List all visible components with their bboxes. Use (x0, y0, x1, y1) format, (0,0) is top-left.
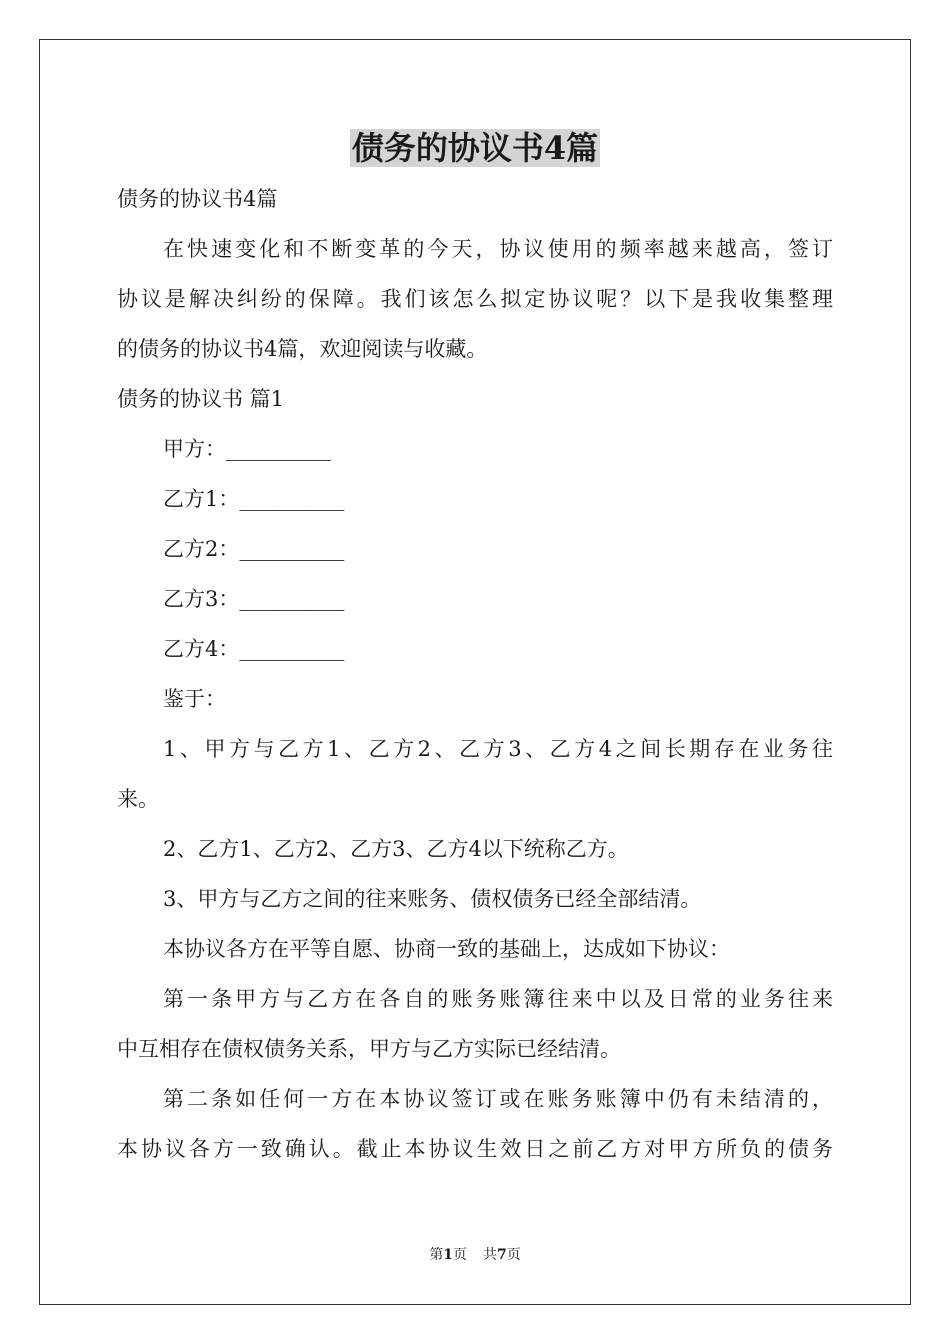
paragraph-line: 1、甲方与乙方1、乙方2、乙方3、乙方4之间长期存在业务往 (163, 737, 833, 761)
paragraph-line: 来。 (117, 787, 159, 811)
page-footer (0, 1245, 950, 1265)
footer-total-suffix: 页 (506, 1247, 521, 1263)
party-b2-field: 乙方2：__________ (163, 537, 345, 561)
footer-total-number: 7 (497, 1247, 507, 1263)
paragraph-line: 2、乙方1、乙方2、乙方3、乙方4以下统称乙方。 (163, 837, 629, 861)
party-b4-field: 乙方4：__________ (163, 637, 345, 661)
article-1-line: 第一条甲方与乙方在各自的账务账簿往来中以及日常的业务往来 (163, 987, 833, 1011)
paragraph-line: 3、甲方与乙方之间的往来账务、债权债务已经全部结清。 (163, 887, 702, 911)
article-2-line: 第二条如任何一方在本协议签订或在账务账簿中仍有未结清的， (163, 1087, 833, 1111)
footer-page-prefix: 第 (429, 1247, 444, 1263)
document-title-text: 债务的协议书4篇 (351, 129, 599, 167)
section-heading: 债务的协议书 篇1 (117, 387, 285, 411)
article-1-line: 中互相存在债权债务关系，甲方与乙方实际已经结清。 (117, 1037, 621, 1061)
paragraph-line: 在快速变化和不断变革的今天，协议使用的频率越来越高，签订 (163, 237, 833, 261)
footer-page-suffix: 页 (453, 1247, 467, 1263)
footer-total-prefix: 共 (483, 1247, 497, 1263)
page-border (39, 39, 911, 1305)
paragraph-line: 本协议各方在平等自愿、协商一致的基础上，达成如下协议： (163, 937, 730, 961)
party-b1-field: 乙方1：__________ (163, 487, 345, 511)
party-b3-field: 乙方3：__________ (163, 587, 345, 611)
whereas-label: 鉴于： (163, 687, 226, 711)
footer-page-number: 1 (443, 1247, 453, 1263)
intro-heading: 债务的协议书4篇 (117, 187, 278, 211)
paragraph-line: 的债务的协议书4篇，欢迎阅读与收藏。 (117, 337, 488, 361)
paragraph-line: 协议是解决纠纷的保障。我们该怎么拟定协议呢？以下是我收集整理 (117, 287, 833, 311)
article-2-line: 本协议各方一致确认。截止本协议生效日之前乙方对甲方所负的债务 (117, 1137, 833, 1161)
party-a-field: 甲方：__________ (163, 437, 331, 461)
document-title (0, 124, 950, 172)
